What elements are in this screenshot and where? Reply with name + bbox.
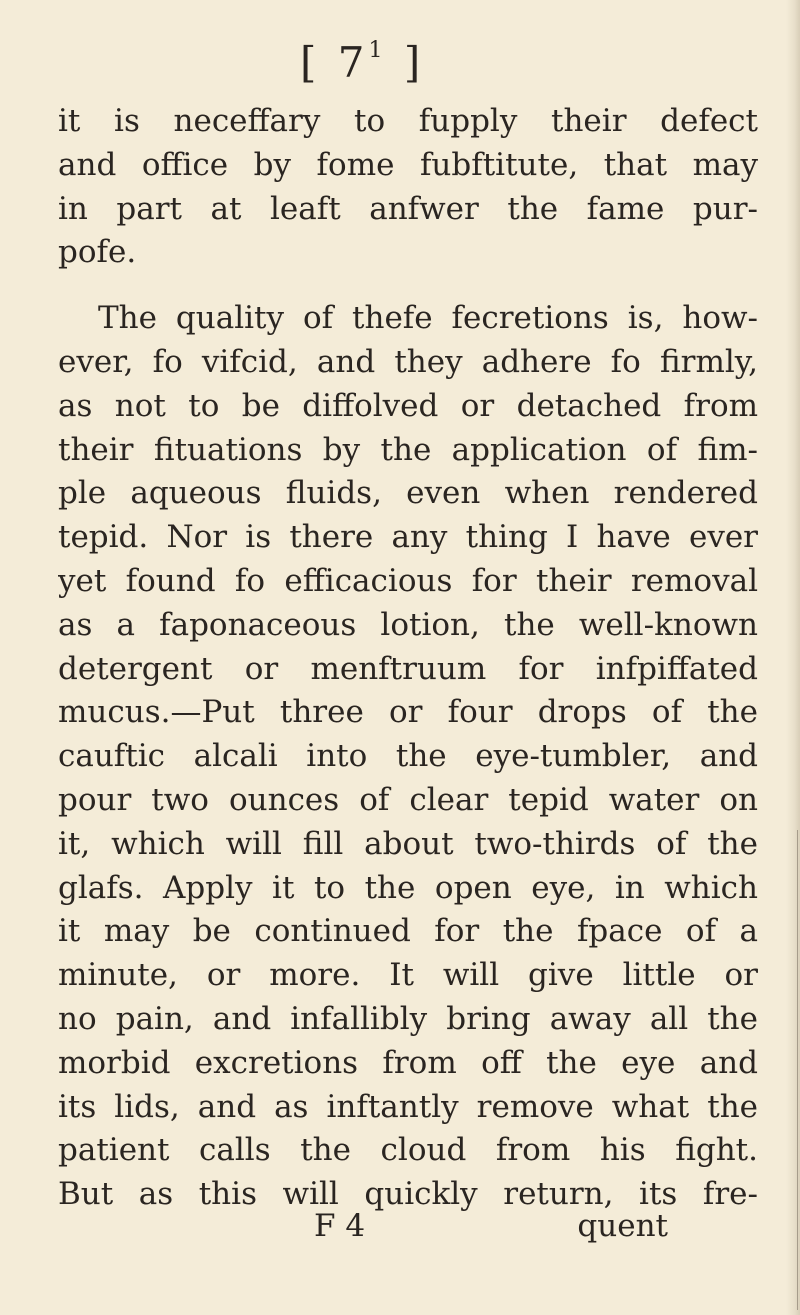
text-line: detergent or menftruum for infpiffated [58, 650, 758, 687]
text-line: The quality of thefe fecretions is, how- [98, 300, 758, 337]
page-edge-line [797, 830, 798, 1310]
page-number [338, 38, 387, 87]
paragraph-gap [58, 275, 758, 297]
text-line: their fituations by the application of fim- [58, 431, 758, 468]
text-line: as a faponaceous lotion, the well-known [58, 606, 758, 643]
paragraph-1 [58, 100, 758, 275]
text-line: it, which will fill about two-thirds of the [58, 825, 758, 862]
catchword: quent [577, 1208, 668, 1244]
paragraph-2 [58, 297, 758, 1217]
text-line: morbid excretions from off the eye and [58, 1044, 758, 1081]
text-line: But as this will quickly return, its fre- [58, 1176, 758, 1213]
body-text [58, 100, 758, 1217]
text-line: pofe. [58, 234, 137, 271]
text-line: its lids, and as inftantly remove what the [58, 1088, 758, 1125]
text-line: and office by fome fubftitute, that may [58, 146, 758, 183]
page-number-header [300, 38, 480, 87]
text-line: pour two ounces of clear tepid water on [58, 781, 758, 818]
page-number-main: 7 [337, 38, 369, 87]
text-line: mucus.—Put three or four drops of the [58, 694, 758, 731]
page-number-bracket-open: [ [300, 38, 321, 87]
text-line: patient calls the cloud from his fight. [58, 1132, 758, 1169]
text-line: glafs. Apply it to the open eye, in which [58, 869, 758, 906]
text-line: in part at leaft anfwer the fame pur- [58, 190, 758, 227]
text-line: tepid. Nor is there any thing I have ever [58, 519, 758, 556]
text-line: cauftic alcali into the eye-tumbler, and [58, 738, 758, 775]
text-line: no pain, and infallibly bring away all the [58, 1000, 758, 1037]
signature-mark: F 4 [314, 1208, 366, 1244]
page-number-bracket-close: ] [403, 38, 425, 87]
text-line: ple aqueous fluids, even when rendered [58, 475, 758, 512]
text-line: it may be continued for the fpace of a [58, 913, 758, 950]
text-line: ever, fo vifcid, and they adhere fo firmly, [58, 343, 758, 380]
text-line: minute, or more. It will give little or [58, 957, 758, 994]
text-line: it is neceffary to fupply their defect [58, 103, 758, 139]
text-line: as not to be diffolved or detached from [58, 387, 758, 424]
page-number-sup: 1 [368, 38, 387, 63]
text-line: yet found fo efficacious for their removal [58, 562, 758, 599]
page-footer [314, 1205, 668, 1248]
